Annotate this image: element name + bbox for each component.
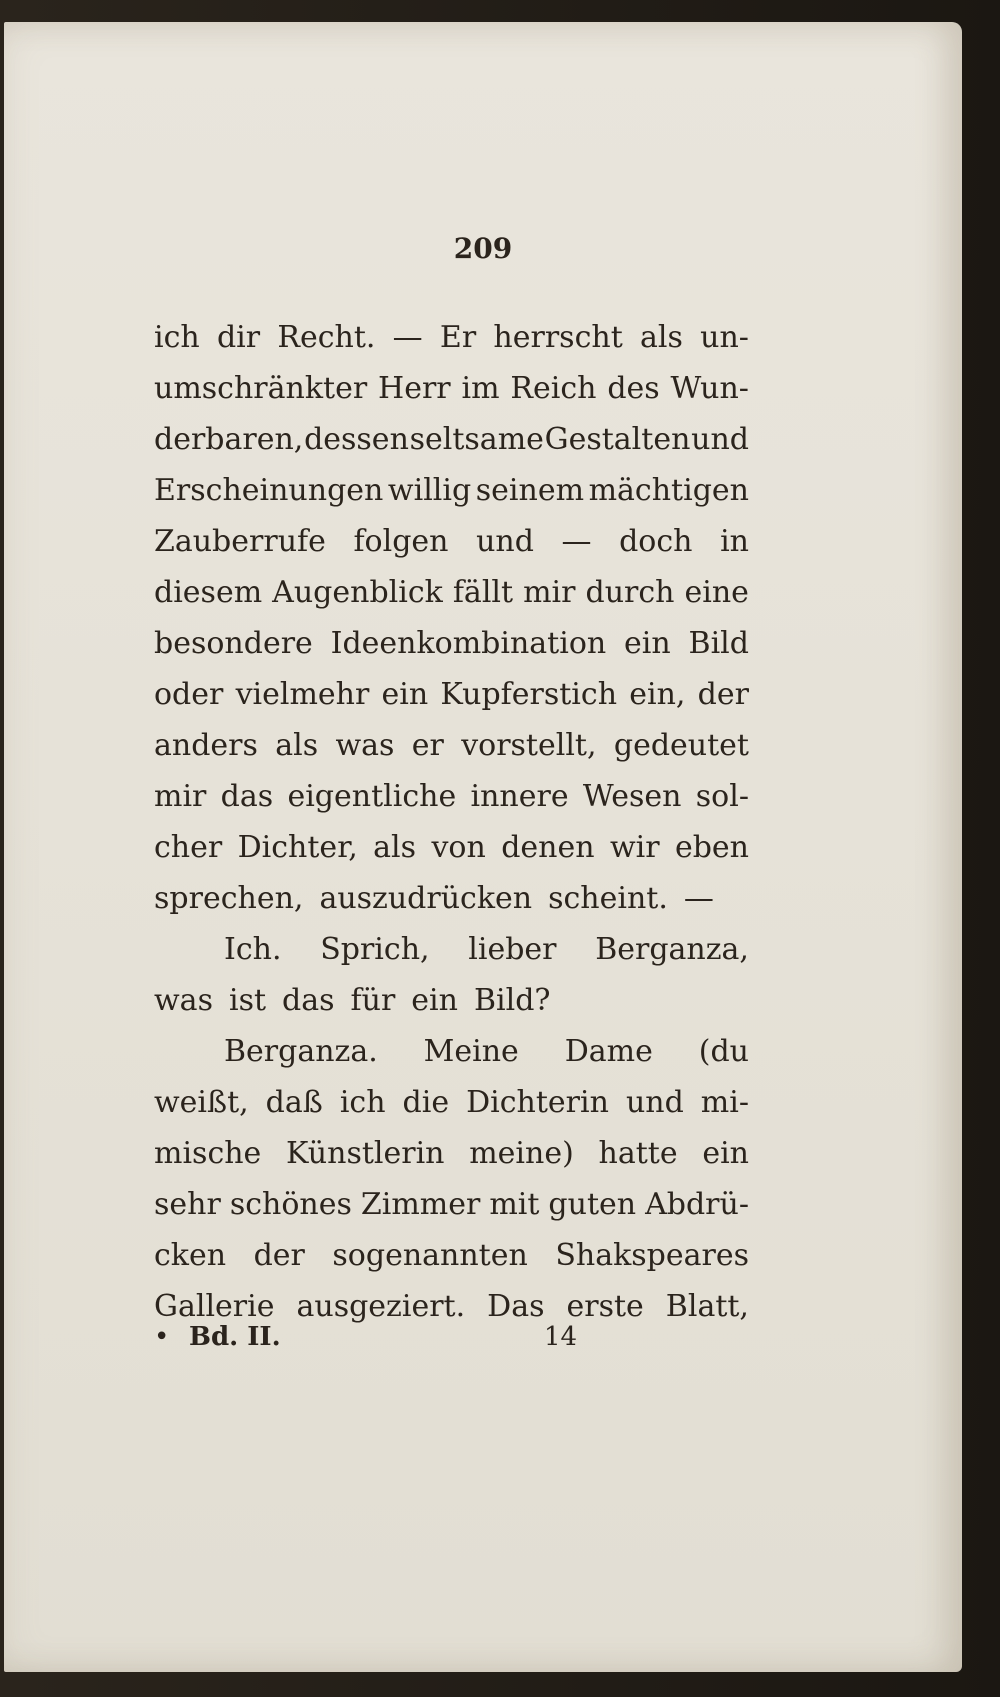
word: ein — [381, 677, 429, 712]
word: folgen — [353, 524, 449, 559]
word: Ich. — [224, 932, 282, 967]
word: was — [335, 728, 395, 763]
word: Blatt, — [665, 1289, 749, 1324]
text-line — [154, 873, 749, 924]
text-line — [154, 363, 749, 414]
word: auszudrücken — [319, 881, 533, 916]
word: innere — [470, 779, 569, 814]
word: Gestalten — [544, 422, 691, 457]
word: umschränkter — [154, 371, 368, 406]
text-line — [154, 312, 749, 363]
word: Ideenkombination — [330, 626, 607, 661]
word: mische — [154, 1136, 262, 1171]
text-line — [154, 1230, 749, 1281]
word: Shakspeares — [555, 1238, 749, 1273]
word: daß — [265, 1085, 323, 1120]
text-line — [154, 771, 749, 822]
word: eine — [684, 575, 749, 610]
word: er — [411, 728, 444, 763]
word: ich — [154, 320, 200, 355]
word: — — [683, 881, 714, 916]
text-line — [154, 516, 749, 567]
word: Augenblick — [272, 575, 443, 610]
word: cher — [154, 830, 223, 865]
word: Kupferstich — [440, 677, 618, 712]
word: Wun- — [670, 371, 749, 406]
word: ist — [228, 983, 267, 1018]
page-number: 209 — [453, 232, 513, 265]
word: mit — [489, 1187, 540, 1222]
word: das — [282, 983, 335, 1018]
word: der — [253, 1238, 305, 1273]
word: oder — [154, 677, 224, 712]
word: im — [461, 371, 500, 406]
word: fällt — [452, 575, 514, 610]
word: Sprich, — [320, 932, 430, 967]
word: Gallerie — [154, 1289, 275, 1324]
word: schönes — [229, 1187, 352, 1222]
word: Das — [487, 1289, 545, 1324]
word: guten — [548, 1187, 637, 1222]
word: Bild — [688, 626, 749, 661]
word: gedeutet — [613, 728, 749, 763]
word: Künstlerin — [286, 1136, 445, 1171]
word: — — [392, 320, 423, 355]
word: seltsame — [409, 422, 544, 457]
word: Berganza, — [595, 932, 749, 967]
word: Herr — [378, 371, 451, 406]
word: ein — [702, 1136, 749, 1171]
word: denen — [501, 830, 595, 865]
text-line — [154, 669, 749, 720]
word: Reich — [510, 371, 597, 406]
word: eigentliche — [287, 779, 457, 814]
text-line — [154, 567, 749, 618]
word: als — [373, 830, 417, 865]
text-line — [154, 414, 749, 465]
word: eben — [674, 830, 749, 865]
text-line — [154, 975, 749, 1026]
word: besondere — [154, 626, 313, 661]
book-page — [4, 22, 962, 1672]
word: derbaren, — [154, 422, 304, 457]
word: und — [476, 524, 534, 559]
word: vorstellt, — [461, 728, 597, 763]
word: des — [607, 371, 660, 406]
word: ausgeziert. — [296, 1289, 466, 1324]
word: Recht. — [277, 320, 376, 355]
word: — — [561, 524, 592, 559]
word: weißt, — [154, 1085, 249, 1120]
word: seinem — [475, 473, 585, 508]
gathering-number: 14 — [544, 1322, 578, 1352]
word: anders — [154, 728, 258, 763]
word: Meine — [423, 1034, 519, 1069]
word: und — [691, 422, 749, 457]
word: Zauberrufe — [154, 524, 326, 559]
word: in — [720, 524, 749, 559]
word: diesem — [154, 575, 263, 610]
word: dir — [216, 320, 261, 355]
word: doch — [619, 524, 693, 559]
word: Dichterin — [466, 1085, 609, 1120]
word: was — [154, 983, 213, 1018]
word: Erscheinungen — [154, 473, 384, 508]
word: sehr — [154, 1187, 221, 1222]
word: un- — [700, 320, 749, 355]
word: Dichter, — [237, 830, 358, 865]
word: (du — [698, 1034, 749, 1069]
word: die — [402, 1085, 450, 1120]
word: Abdrü- — [645, 1187, 749, 1222]
word: als — [640, 320, 683, 355]
word: für — [350, 983, 396, 1018]
word: ein — [624, 626, 671, 661]
signature-mark: Bd. II. — [189, 1322, 281, 1352]
word: Zimmer — [360, 1187, 481, 1222]
text-line — [154, 720, 749, 771]
word: sol- — [695, 779, 749, 814]
text-line — [154, 1077, 749, 1128]
word: ein, — [629, 677, 686, 712]
word: durch — [585, 575, 675, 610]
word: lieber — [468, 932, 557, 967]
dialogue-line — [154, 1026, 749, 1077]
text-line — [154, 465, 749, 516]
word: von — [431, 830, 486, 865]
word: mächtigen — [588, 473, 749, 508]
word: dessen — [304, 422, 409, 457]
word: sogenannten — [332, 1238, 528, 1273]
word: und — [625, 1085, 684, 1120]
word: herrscht — [493, 320, 623, 355]
text-line — [154, 1179, 749, 1230]
text-line — [154, 822, 749, 873]
word: scheint. — [548, 881, 668, 916]
word: erste — [566, 1289, 644, 1324]
word: als — [275, 728, 319, 763]
word: mi- — [700, 1085, 749, 1120]
word: mir — [523, 575, 576, 610]
word: Bild? — [473, 983, 551, 1018]
word: meine) — [469, 1136, 574, 1171]
word: Er — [439, 320, 477, 355]
word: ein — [411, 983, 458, 1018]
word: sprechen, — [154, 881, 304, 916]
word: hatte — [598, 1136, 678, 1171]
word: vielmehr — [235, 677, 370, 712]
text-line — [154, 1128, 749, 1179]
word: Berganza. — [224, 1034, 378, 1069]
word: mir — [154, 779, 207, 814]
word: der — [697, 677, 749, 712]
word: Wesen — [582, 779, 682, 814]
word: Dame — [564, 1034, 653, 1069]
word: wir — [609, 830, 660, 865]
word: willig — [387, 473, 472, 508]
word: cken — [154, 1238, 227, 1273]
dialogue-line — [154, 924, 749, 975]
word: das — [220, 779, 274, 814]
footer-bullet: • — [154, 1322, 170, 1352]
body-text — [154, 312, 749, 1332]
word: ich — [339, 1085, 386, 1120]
text-line — [154, 618, 749, 669]
